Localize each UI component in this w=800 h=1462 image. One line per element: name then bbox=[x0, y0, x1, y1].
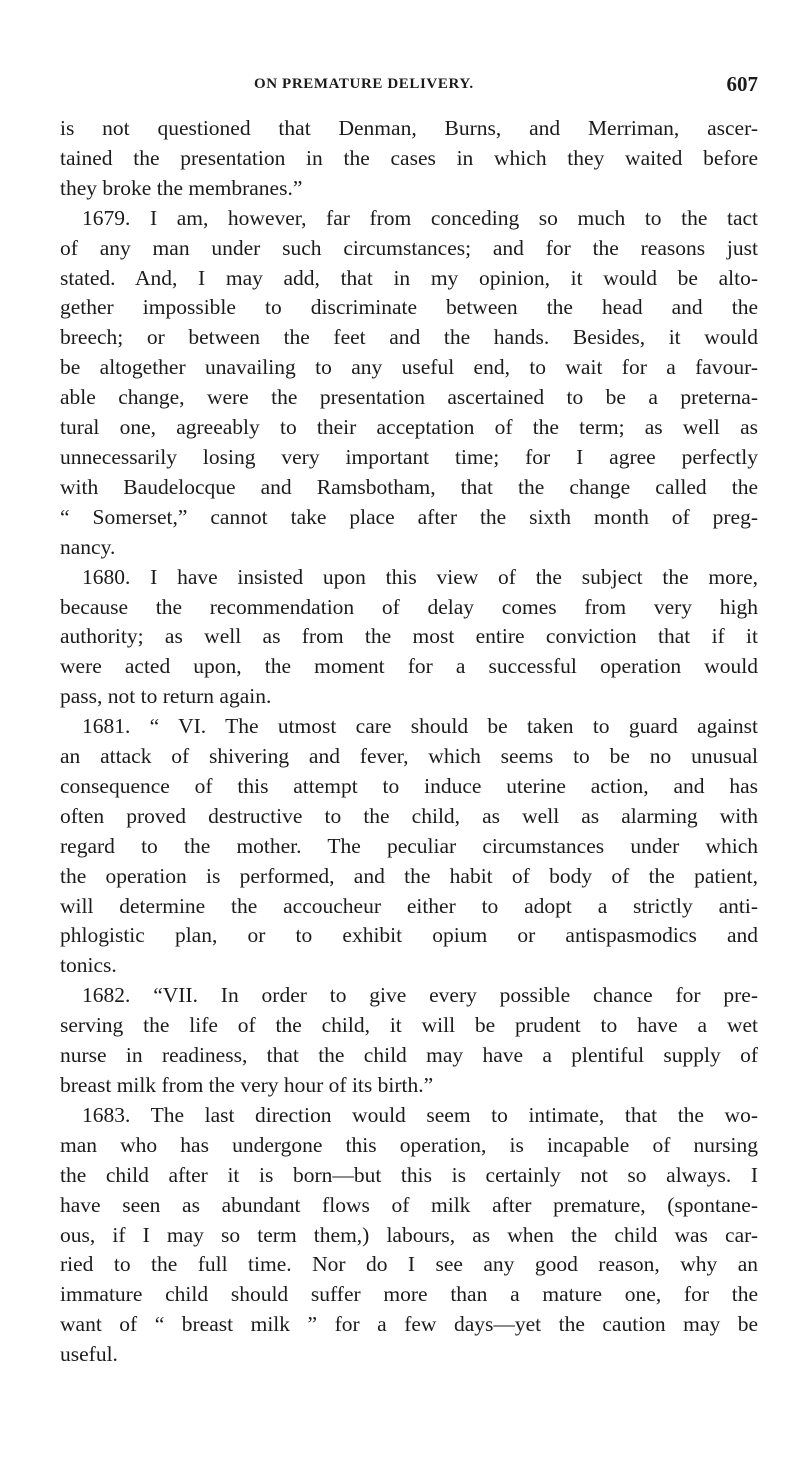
text-line: nancy. bbox=[60, 534, 116, 559]
text-line: useful. bbox=[60, 1342, 118, 1367]
text-line: because the recommendation of delay comes from very high bbox=[60, 594, 758, 619]
text-line: the child after it is born—but this is certainly not so always. I bbox=[60, 1162, 758, 1187]
book-page bbox=[60, 72, 758, 1370]
text-line: gether impossible to discriminate between the head and the bbox=[60, 295, 758, 320]
text-line: 1679. I am, however, far from conceding so much to the tact bbox=[82, 205, 758, 230]
text-line: “ Somerset,” cannot take place after the sixth month of preg- bbox=[60, 504, 758, 529]
text-line: man who has undergone this operation, is incapable of nursing bbox=[60, 1132, 758, 1157]
text-line: of any man under such circumstances; and for the reasons just bbox=[60, 235, 758, 260]
text-line: often proved destructive to the child, as well as alarming with bbox=[60, 803, 758, 828]
text-line: immature child should suffer more than a mature one, for the bbox=[60, 1282, 758, 1307]
text-line: want of “ breast milk ” for a few days—yet the caution may be bbox=[60, 1312, 758, 1337]
text-line: pass, not to return again. bbox=[60, 684, 272, 709]
text-line: regard to the mother. The peculiar circumstances under which bbox=[60, 833, 758, 858]
text-line: consequence of this attempt to induce uterine action, and has bbox=[60, 773, 758, 798]
text-line: an attack of shivering and fever, which seems to be no unusual bbox=[60, 744, 758, 769]
text-line: have seen as abundant flows of milk after premature, (spontane- bbox=[60, 1192, 758, 1217]
text-line: the operation is performed, and the habit of body of the patient, bbox=[60, 863, 758, 888]
text-line: breech; or between the feet and the hands. Besides, it would bbox=[60, 325, 758, 350]
text-line: unnecessarily losing very important time; for I agree perfectly bbox=[60, 444, 758, 469]
text-line: tural one, agreeably to their acceptation of the term; as well as bbox=[60, 415, 758, 440]
body-text bbox=[60, 114, 758, 1370]
text-line: ous, if I may so term them,) labours, as when the child was car- bbox=[60, 1222, 758, 1247]
text-line: authority; as well as from the most entire conviction that if it bbox=[60, 624, 758, 649]
text-line: breast milk from the very hour of its birth.” bbox=[60, 1073, 434, 1097]
running-head bbox=[60, 72, 758, 106]
text-line: nurse in readiness, that the child may have a plentiful supply of bbox=[60, 1043, 758, 1068]
text-line: 1682. “VII. In order to give every possible chance for pre- bbox=[82, 983, 758, 1008]
text-line: phlogistic plan, or to exhibit opium or antispasmodics and bbox=[60, 923, 758, 948]
text-line: with Baudelocque and Ramsbotham, that the change called the bbox=[60, 474, 758, 499]
text-line: were acted upon, the moment for a successful operation would bbox=[60, 654, 758, 679]
text-line: is not questioned that Denman, Burns, and Merriman, ascer- bbox=[60, 116, 758, 140]
text-line: be altogether unavailing to any useful end, to wait for a favour- bbox=[60, 355, 758, 380]
text-line: 1680. I have insisted upon this view of the subject the more, bbox=[82, 564, 758, 589]
text-line: they broke the membranes.” bbox=[60, 175, 303, 200]
text-line: serving the life of the child, it will be prudent to have a wet bbox=[60, 1013, 758, 1038]
page-number: 607 bbox=[726, 72, 758, 96]
text-line: 1683. The last direction would seem to intimate, that the wo- bbox=[82, 1102, 758, 1127]
text-line: tonics. bbox=[60, 953, 117, 978]
text-line: able change, were the presentation ascertained to be a preterna- bbox=[60, 385, 758, 410]
text-line: stated. And, I may add, that in my opinion, it would be alto- bbox=[60, 265, 758, 290]
running-title: ON PREMATURE DELIVERY. bbox=[254, 76, 474, 92]
text-line: will determine the accoucheur either to adopt a strictly anti- bbox=[60, 893, 758, 918]
text-line: 1681. “ VI. The utmost care should be taken to guard against bbox=[82, 714, 758, 739]
text-line: tained the presentation in the cases in which they waited before bbox=[60, 145, 758, 170]
text-line: ried to the full time. Nor do I see any good reason, why an bbox=[60, 1252, 758, 1277]
